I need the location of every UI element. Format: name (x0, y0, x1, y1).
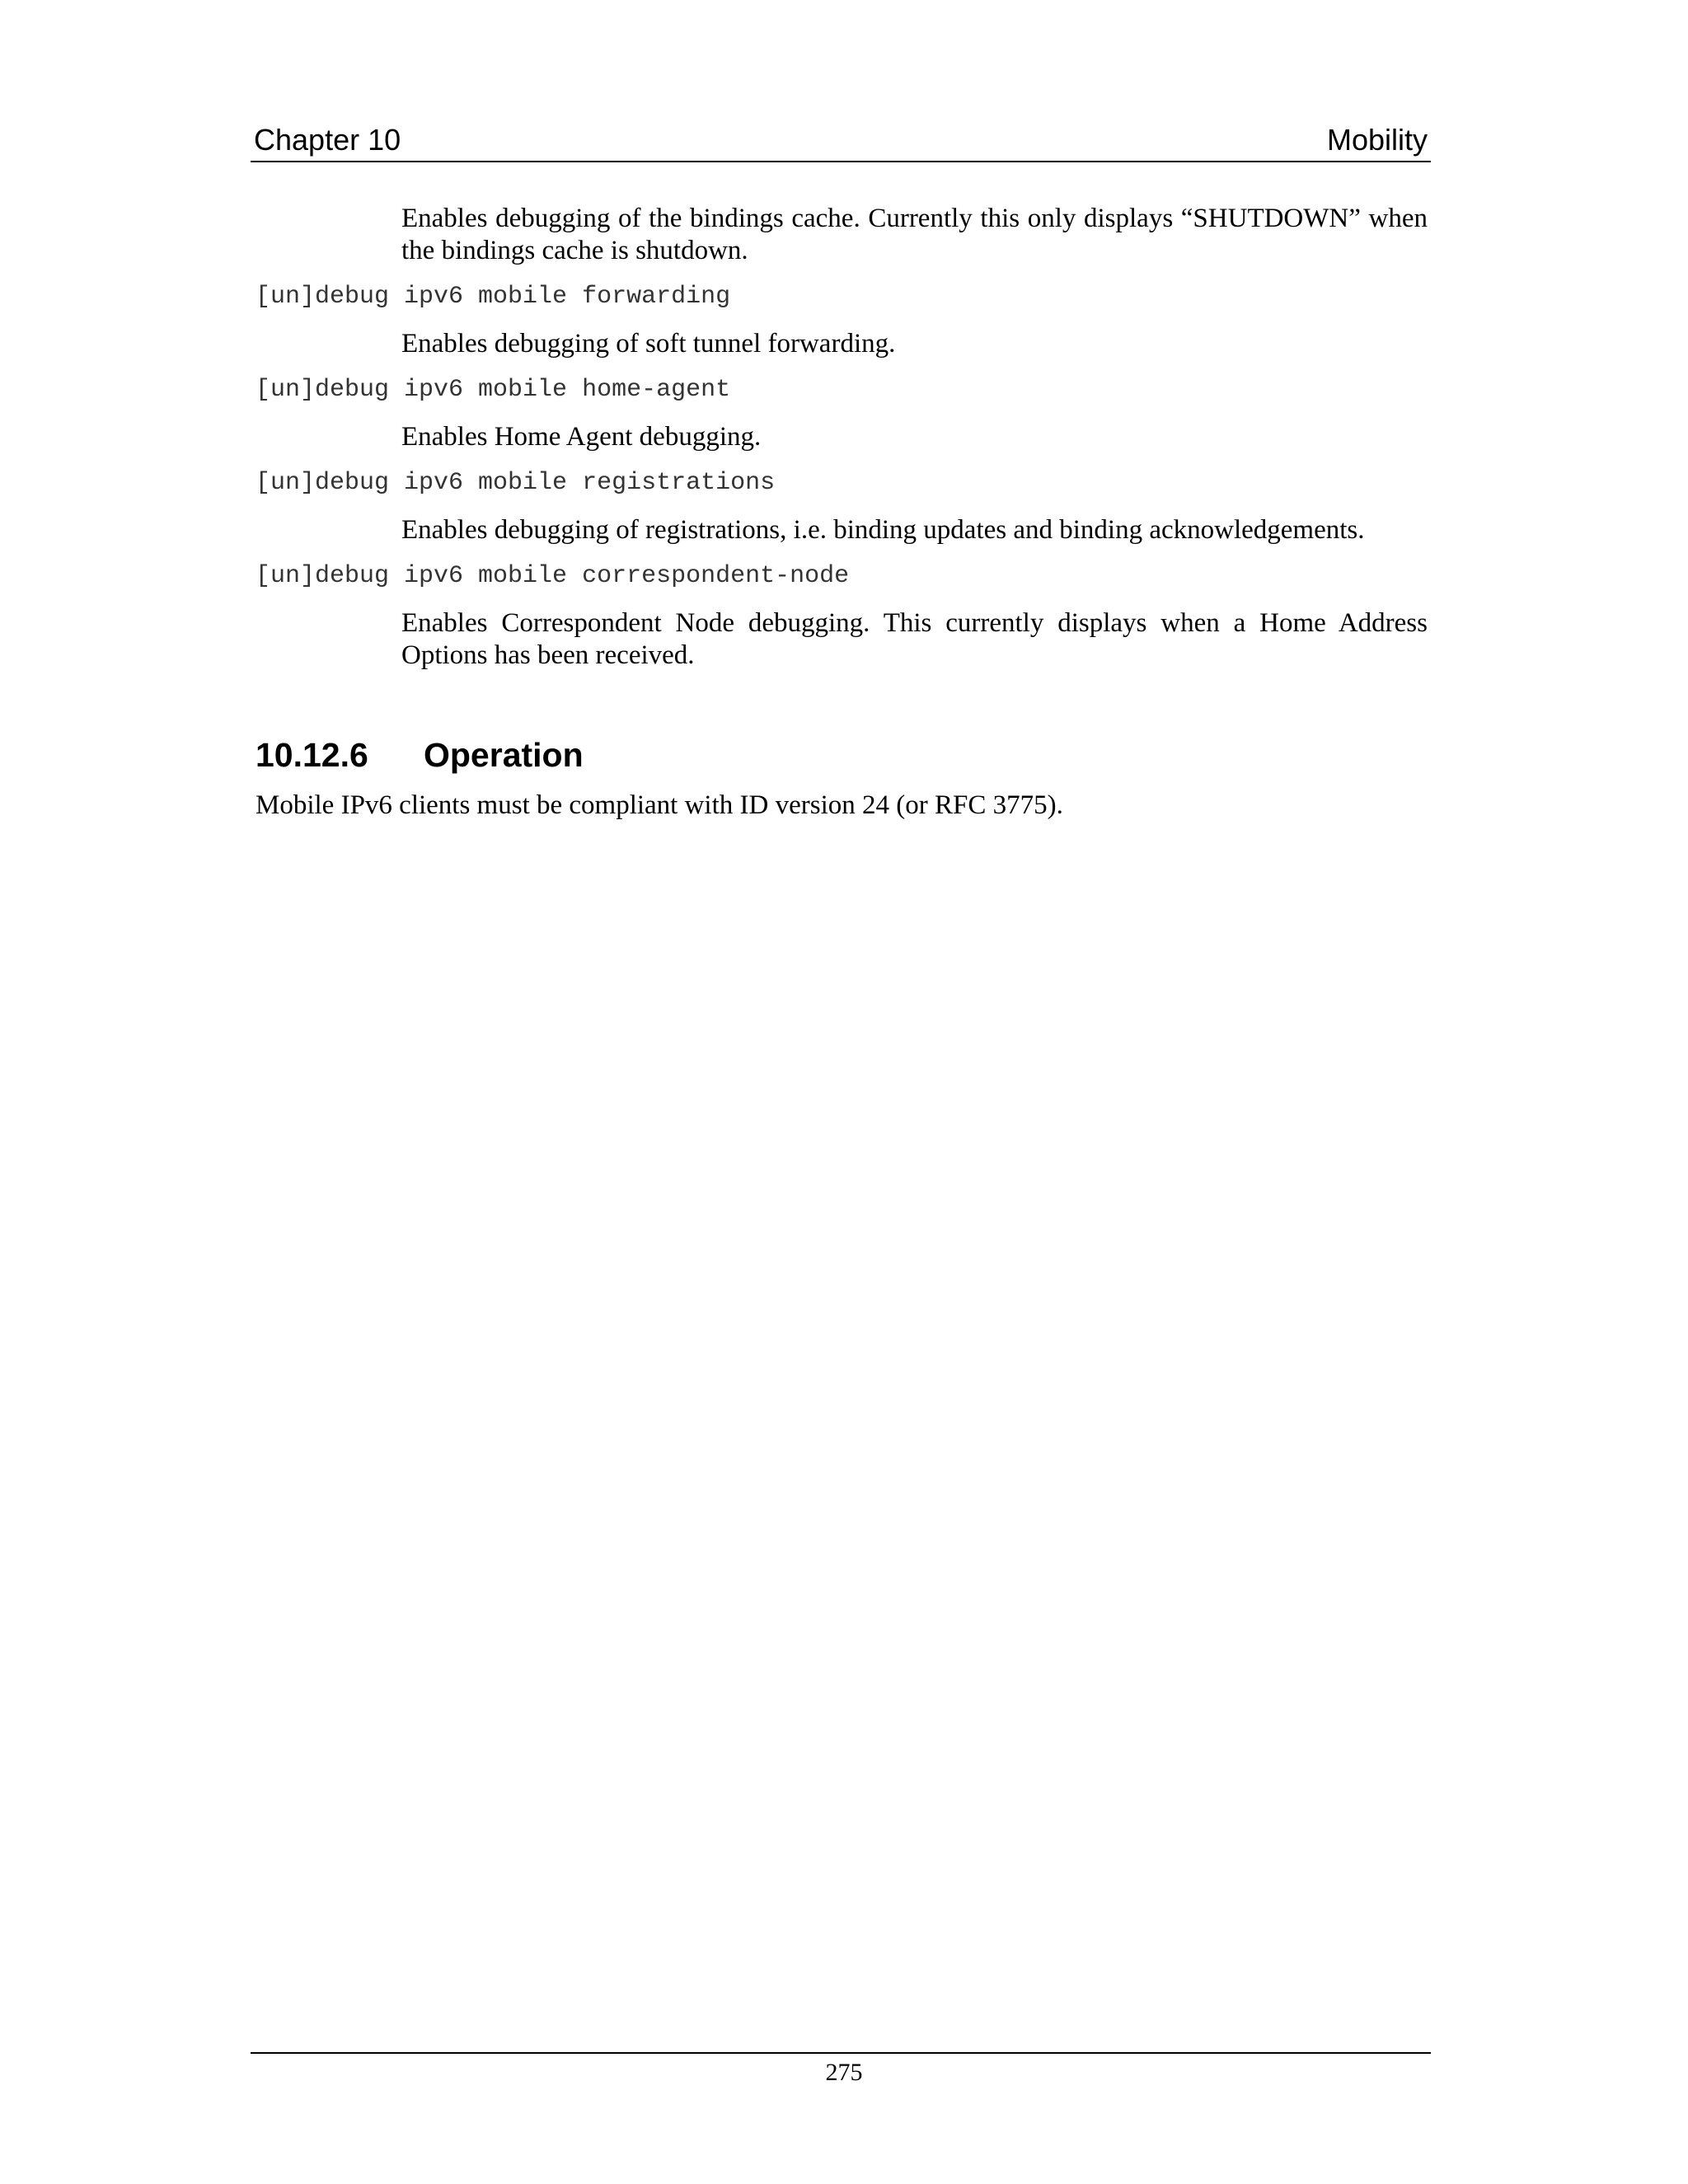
section-heading (256, 734, 584, 776)
command-forwarding: [un]debug ipv6 mobile forwarding (256, 283, 731, 311)
running-header (251, 122, 1431, 162)
section-number: 10.12.6 (256, 736, 368, 774)
command-correspondent-node: [un]debug ipv6 mobile correspondent-node (256, 562, 850, 590)
chapter-title: Mobility (1326, 123, 1428, 157)
forwarding-description: Enables debugging of soft tunnel forwarding. (401, 329, 896, 359)
command-registrations: [un]debug ipv6 mobile registrations (256, 469, 776, 497)
section-title: Operation (424, 736, 584, 774)
command-home-agent: [un]debug ipv6 mobile home-agent (256, 376, 731, 404)
bindings-cache-description: Enables debugging of the bindings cache. Currently this only displays “SHUTDOWN” when the bindings cache is shutdown. (401, 204, 1428, 265)
header-divider (251, 161, 1431, 162)
footer-divider (251, 2052, 1431, 2054)
page-number: 275 (825, 2059, 863, 2086)
section-body: Mobile IPv6 clients must be compliant with ID version 24 (or RFC 3775). (256, 790, 1063, 820)
correspondent-node-description: Enables Correspondent Node debugging. This currently displays when a Home Address Options has been received. (401, 608, 1428, 670)
chapter-label: Chapter 10 (254, 123, 401, 157)
home-agent-description: Enables Home Agent debugging. (401, 422, 762, 452)
registrations-description: Enables debugging of registrations, i.e. binding updates and binding acknowledgements. (401, 515, 1365, 545)
